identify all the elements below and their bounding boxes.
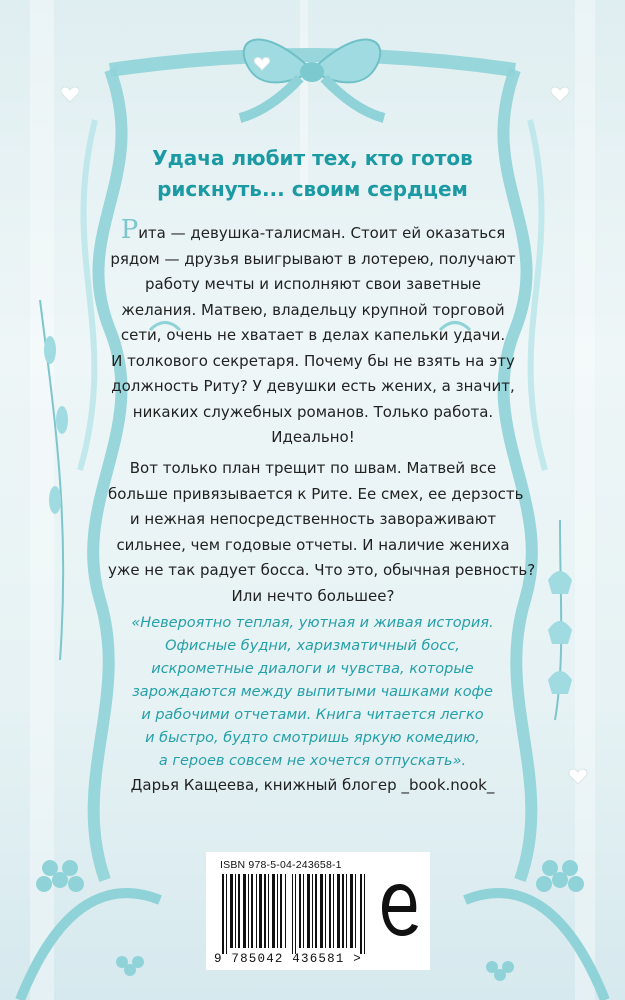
barcode-icon: [220, 874, 370, 954]
text-line: больше привязывается к Рите. Ее смех, ее дерзость: [108, 484, 524, 503]
text-line: Или нечто большее?: [231, 586, 395, 605]
text-line: И толкового секретаря. Почему бы не взять на эту: [111, 351, 515, 370]
text-line: работу мечты и исполняют свои заветные: [145, 275, 481, 293]
barcode-digits: 9 785042 436581 >: [214, 952, 362, 966]
tagline-line-1: Удача любит тех, кто готов: [152, 146, 473, 170]
tagline-heading: [100, 143, 525, 205]
text-line: рядом — друзья выигрывают в лотерею, получают: [110, 249, 516, 268]
text-line: желания. Матвею, владельцу крупной торговой: [121, 300, 505, 319]
text-line: сильнее, чем годовые отчеты. И наличие жениха: [116, 535, 510, 554]
review-author: Дарья Кащеева, книжный блогер _book.nook_: [130, 776, 495, 794]
text-line: Вот только план трещит по швам. Матвей все: [129, 459, 497, 477]
text-line: и нежная непосредственность завораживают: [129, 510, 497, 528]
quote-line: Офисные будни, харизматичный босс,: [165, 638, 460, 654]
text-line: ита — девушка-талисман. Стоит ей оказаться: [138, 224, 506, 242]
text-line: должность Риту? У девушки есть жених, а значит,: [111, 377, 515, 395]
quote-line: и рабочими отчетами. Книга читается легко: [141, 707, 484, 723]
text-line: сети, очень не хватает в делах капельки удачи.: [120, 326, 506, 344]
text-line: Идеально!: [271, 428, 355, 446]
quote-line: «Невероятно теплая, уютная и живая история.: [131, 615, 494, 631]
synopsis-paragraph-2: [108, 456, 536, 609]
drop-cap: Р: [120, 215, 139, 245]
isbn-label: ISBN 978-5-04-243658-1: [220, 859, 342, 871]
tagline-line-2: рискнуть... своим сердцем: [157, 177, 468, 201]
quote-line: и быстро, будто смотришь яркую комедию,: [145, 730, 480, 746]
eksmo-logo-icon: [378, 878, 422, 944]
quote-line: зарождаются между выпитыми чашками кофе: [132, 684, 493, 700]
isbn-barcode-block: [206, 852, 430, 970]
quote-line: искрометные диалоги и чувства, которые: [151, 661, 474, 677]
review-quote: [110, 612, 515, 773]
synopsis-paragraph-1: [108, 215, 518, 451]
quote-line: а героев совсем не хочется отпускать».: [158, 753, 467, 769]
text-line: уже не так радует босса. Что это, обычная ревность?: [108, 561, 536, 579]
text-line: никаких служебных романов. Только работа.: [132, 402, 494, 421]
